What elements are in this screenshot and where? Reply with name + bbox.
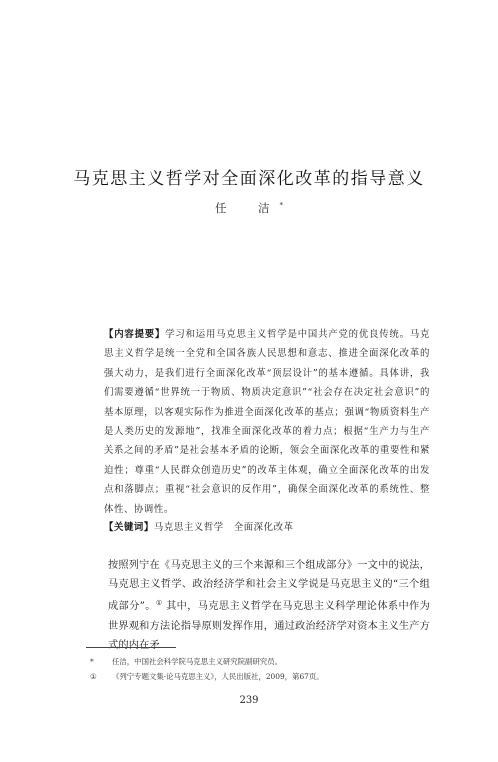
keywords bbox=[104, 519, 430, 533]
article-title: 马克思主义哲学对全面深化改革的指导意义 bbox=[73, 169, 425, 189]
footnote-text: 《列宁专题文集·论马克思主义》，人民出版社，2009，第67页。 bbox=[112, 671, 324, 681]
abstract-paragraph bbox=[86, 325, 430, 519]
footnote-author bbox=[86, 655, 430, 670]
page-number: 239 bbox=[239, 695, 259, 706]
keyword: 全面深化改革 bbox=[233, 522, 294, 533]
footnote-mark: ① bbox=[90, 671, 97, 681]
footnote-1 bbox=[86, 670, 430, 685]
footnote-mark: * bbox=[90, 657, 94, 666]
abstract bbox=[86, 325, 430, 519]
footnote-ref-1[interactable]: ① bbox=[155, 599, 163, 608]
body-text-part-2: 其中，马克思主义哲学在马克思主义科学理论体系中作为世界观和方法论指导原则发挥作用，通过政治经济学对资本主义生产方式的内在矛 bbox=[108, 601, 431, 651]
abstract-text: 学习和运用马克思主义哲学是中国共产党的优良传统。马克思主义哲学是统一全党和全国各族人民思想和意志、推进全面深化改革的强大动力，是我们进行全面深化改革“顶层设计”的基本遵循。具体讲，我们需要遵循“世界统一于物质、物质决定意识”“社会存在决定社会意识”的基本原理，以客观实际作为推进全面深化改革的基点；强调“物质资料生产是人类历史的发源地”，找准全面深化改革的着力点；根据“生产力与生产关系之间的矛盾”是社会基本矛盾的论断，领会全面深化改革的重要性和紧迫性；尊重“人民群众创造历史”的改革主体观，确立全面深化改革的出发点和落脚点；重视“社会意识的反作用”，确保全面深化改革的系统性、整体性、协调性。 bbox=[104, 329, 430, 515]
author-name: 任 洁 bbox=[215, 201, 280, 215]
keywords-label: 【关键词】 bbox=[104, 522, 154, 533]
keyword: 马克思主义哲学 bbox=[153, 522, 224, 533]
body-text bbox=[86, 556, 430, 655]
footnotes bbox=[86, 655, 430, 684]
footnote-divider bbox=[86, 647, 176, 648]
author-line bbox=[0, 200, 498, 216]
abstract-label: 【内容提要】 bbox=[104, 329, 166, 340]
author-footnote-mark[interactable]: * bbox=[279, 201, 283, 209]
body-text-part-1: 按照列宁在《马克思主义的三个来源和三个组成部分》一文中的说法，马克思主义哲学、政治经济学和社会主义学说是马克思主义的“三个组成部分”。 bbox=[108, 560, 431, 613]
body-paragraph bbox=[86, 556, 430, 655]
footnote-text: 任洁，中国社会科学院马克思主义研究院副研究员。 bbox=[112, 657, 282, 666]
